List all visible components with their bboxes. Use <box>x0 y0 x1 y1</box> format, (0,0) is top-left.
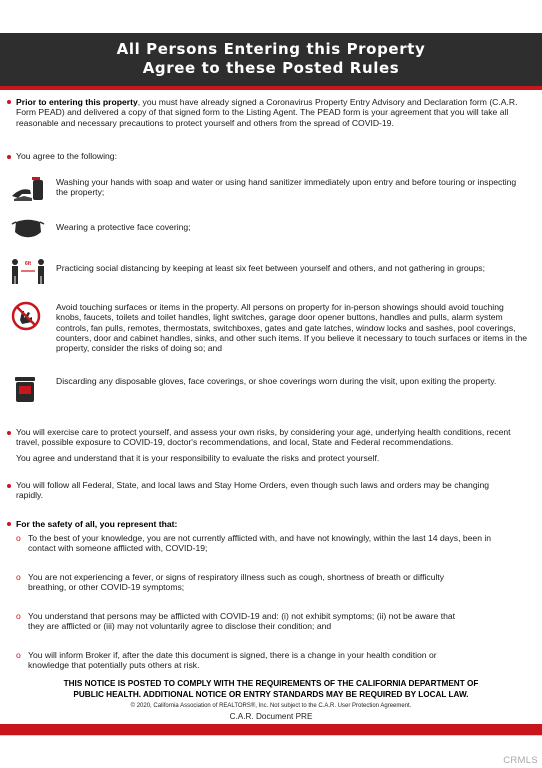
red-footer-bar <box>0 724 542 735</box>
copyright-line: © 2020, California Association of REALTORS®, Inc. Not subject to the C.A.R. User Protection Agreement. <box>130 703 412 709</box>
represent-item-2: You are not experiencing a fever, or signs of respiratory illness such as cough, shortness of breath or difficulty breathing, or other COVID-19 symptoms; <box>28 572 445 593</box>
notice-line-1: THIS NOTICE IS POSTED TO COMPLY WITH THE REQUIREMENTS OF THE CALIFORNIA DEPARTMENT OF <box>63 679 479 688</box>
bullet-icon <box>7 100 11 104</box>
rule-discard: Discarding any disposable gloves, face coverings, or shoe coverings worn during the visit, upon exiting the property. <box>56 376 497 386</box>
rule-face-covering: Wearing a protective face covering; <box>56 222 191 232</box>
care-responsibility: You agree and understand that it is your responsibility to evaluate the risks and protect yourself. <box>16 453 380 463</box>
crmls-watermark: CRMLS <box>503 755 538 766</box>
rule-hand-washing: Washing your hands with soap and water or using hand sanitizer immediately upon entry and before touring or inspecting the property; <box>56 177 517 198</box>
represent-marker-1: o <box>16 533 21 543</box>
notice-line-2: PUBLIC HEALTH. ADDITIONAL NOTICE OR ENTRY STANDARDS MAY BE REQUIRED BY LOCAL LAW. <box>73 690 469 699</box>
represent-marker-2: o <box>16 572 21 582</box>
footer-divider <box>0 735 542 736</box>
represent-marker-3: o <box>16 611 21 621</box>
bullet-icon <box>7 522 11 526</box>
title-line-1: All Persons Entering this Property <box>116 40 426 58</box>
hand-washing-icon <box>10 174 46 202</box>
document-number: C.A.R. Document PRE <box>229 712 313 721</box>
social-distancing-icon <box>10 256 46 286</box>
agree-heading: You agree to the following: <box>16 151 117 161</box>
bullet-icon <box>7 484 11 488</box>
title-line-2: Agree to these Posted Rules <box>142 59 400 77</box>
rule-social-distancing: Practicing social distancing by keeping at least six feet between yourself and others, and not gathering in groups; <box>56 263 485 273</box>
care-paragraph: You will exercise care to protect yourself, and assess your own risks, by considering your age, underlying health conditions, recent travel, possible exposure to COVID-19, doctor's recommendations, and local, State and Federal recommendations. <box>16 427 511 448</box>
bullet-icon <box>7 431 11 435</box>
intro-paragraph <box>16 97 526 128</box>
title-banner <box>0 33 542 86</box>
red-divider <box>0 86 542 90</box>
intro-text: , you must have already signed a Coronavirus Property Entry Advisory and Declaration form (C.A.R. Form PEAD) and delivered a copy of that signed form to the Listing Agent. The PEAD form is your agreement that you will take all reasonable and necessary precautions to protect yourself and others from the spread of COVID-19. <box>16 97 518 128</box>
represent-marker-4: o <box>16 650 21 660</box>
represent-heading: For the safety of all, you represent that: <box>16 519 178 529</box>
trash-can-icon <box>10 374 40 404</box>
face-mask-icon <box>10 218 46 240</box>
represent-item-1: To the best of your knowledge, you are not currently afflicted with, and have not knowingly, within the last 14 days, been in contact with someone afflicted with, COVID-19; <box>28 533 492 554</box>
laws-paragraph: You will follow all Federal, State, and local laws and Stay Home Orders, even though such laws and orders may be changing rapidly. <box>16 480 490 501</box>
represent-item-4: You will inform Broker if, after the date this document is signed, there is a change in your health condition or knowledge that potentially puts others at risk. <box>28 650 437 671</box>
no-touching-icon <box>10 300 42 332</box>
distance-label: 6ft <box>24 261 32 267</box>
rule-avoid-touching: Avoid touching surfaces or items in the property. All persons on property for in-person showings should avoid touching knobs, faucets, toilets and toilet handles, light switches, garage door opener buttons, handles and pulls, alarm system controls, fan pulls, remotes, thermostats, switchboxes, gates and gate latches, window locks and sashes, pool coverings, counters, door and cabinet handles, sinks, and other such items. If you believe it necessary to touch surfaces or items in the property, consider the risks of doing so; and <box>56 302 527 354</box>
bullet-icon <box>7 155 11 159</box>
intro-lead: Prior to entering this property <box>16 97 138 107</box>
represent-item-3: You understand that persons may be afflicted with COVID-19 and: (i) not exhibit symptoms; (ii) not be aware that they are afflicted or (iii) may not voluntarily agree to disclose their condition; and <box>28 611 456 632</box>
